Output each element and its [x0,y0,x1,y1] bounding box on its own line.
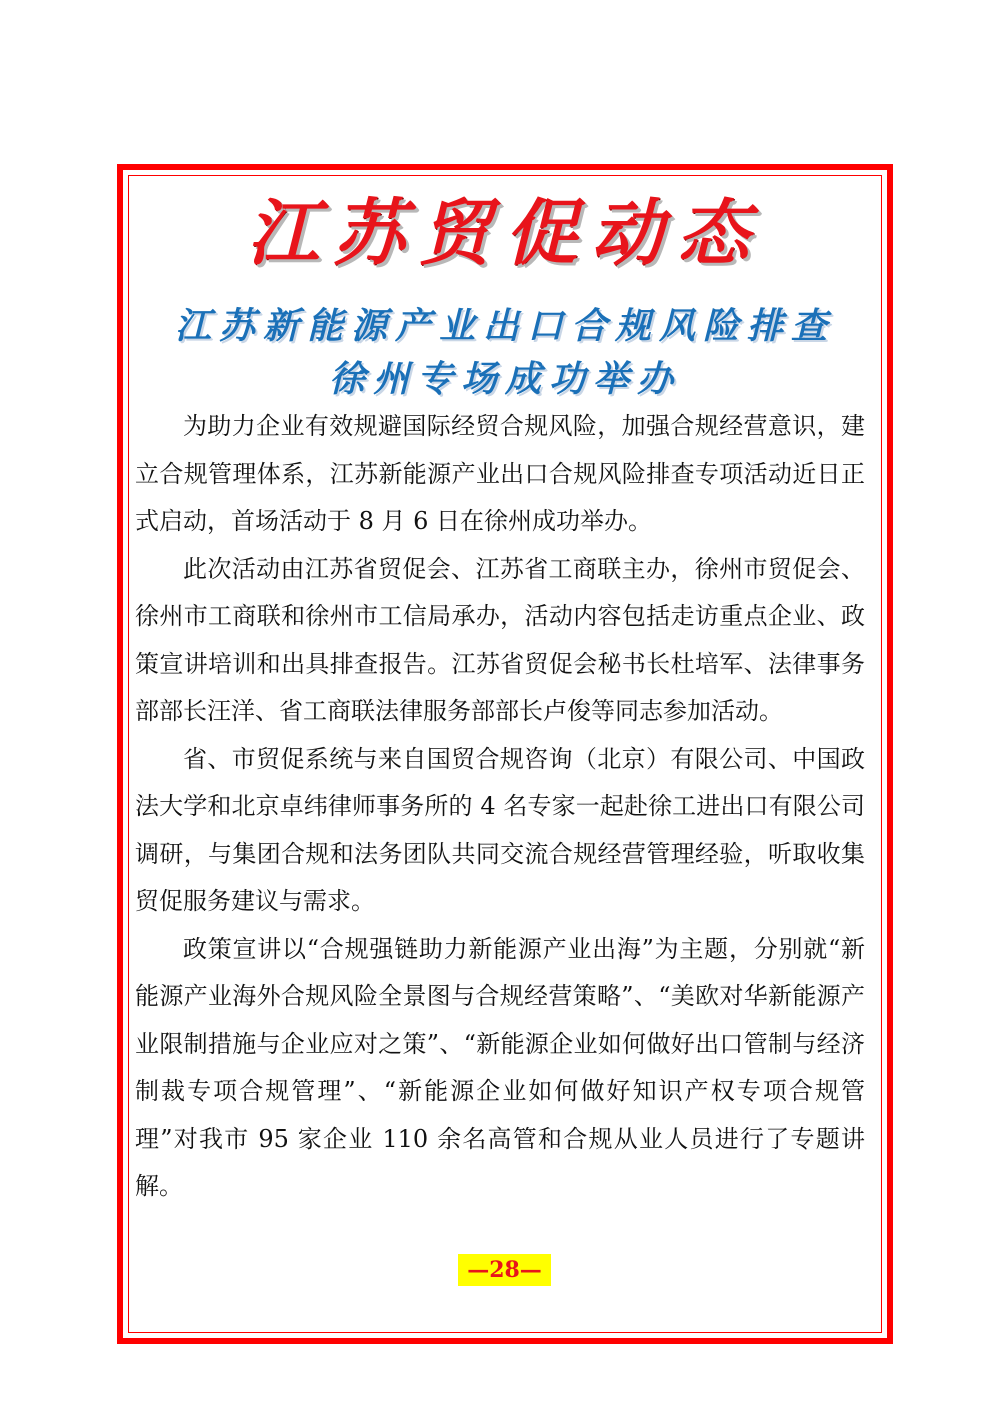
paragraph-4: 政策宣讲以“合规强链助力新能源产业出海”为主题，分别就“新能源产业海外合规风险全景图与合规经营策略”、“美欧对华新能源产业限制措施与企业应对之策”、“新能源企业如何做好出口管制与经济制裁专项合规管理”、“新能源企业如何做好知识产权专项合规管理”对我市 95 家企业 110 余名高管和合规从业人员进行了专题讲解。 [135,934,865,1200]
paragraph-2: 此次活动由江苏省贸促会、江苏省工商联主办，徐州市贸促会、徐州市工商联和徐州市工信局承办，活动内容包括走访重点企业、政策宣讲培训和出具排查报告。江苏省贸促会秘书长杜培军、法律事务部部长汪洋、省工商联法律服务部部长卢俊等同志参加活动。 [135,554,865,725]
page-number-badge: —28— [458,1254,551,1286]
headline-line-2: 徐州专场成功举办 [328,358,681,400]
masthead-title: 江苏贸促动态 [246,190,763,275]
headline-line-1: 江苏新能源产业出口合规风险排查 [174,305,835,347]
paragraph-1: 为助力企业有效规避国际经贸合规风险，加强合规经营意识，建立合规管理体系，江苏新能源产业出口合规风险排查专项活动近日正式启动，首场活动于 8 月 6 日在徐州成功举办。 [135,412,865,535]
article-body [135,403,865,1211]
paragraph-3: 省、市贸促系统与来自国贸合规咨询（北京）有限公司、中国政法大学和北京卓纬律师事务所的 4 名专家一起赴徐工进出口有限公司调研，与集团合规和法务团队共同交流合规经营管理经验，听取收集贸促服务建议与需求。 [135,744,865,915]
article-headline [117,300,893,406]
